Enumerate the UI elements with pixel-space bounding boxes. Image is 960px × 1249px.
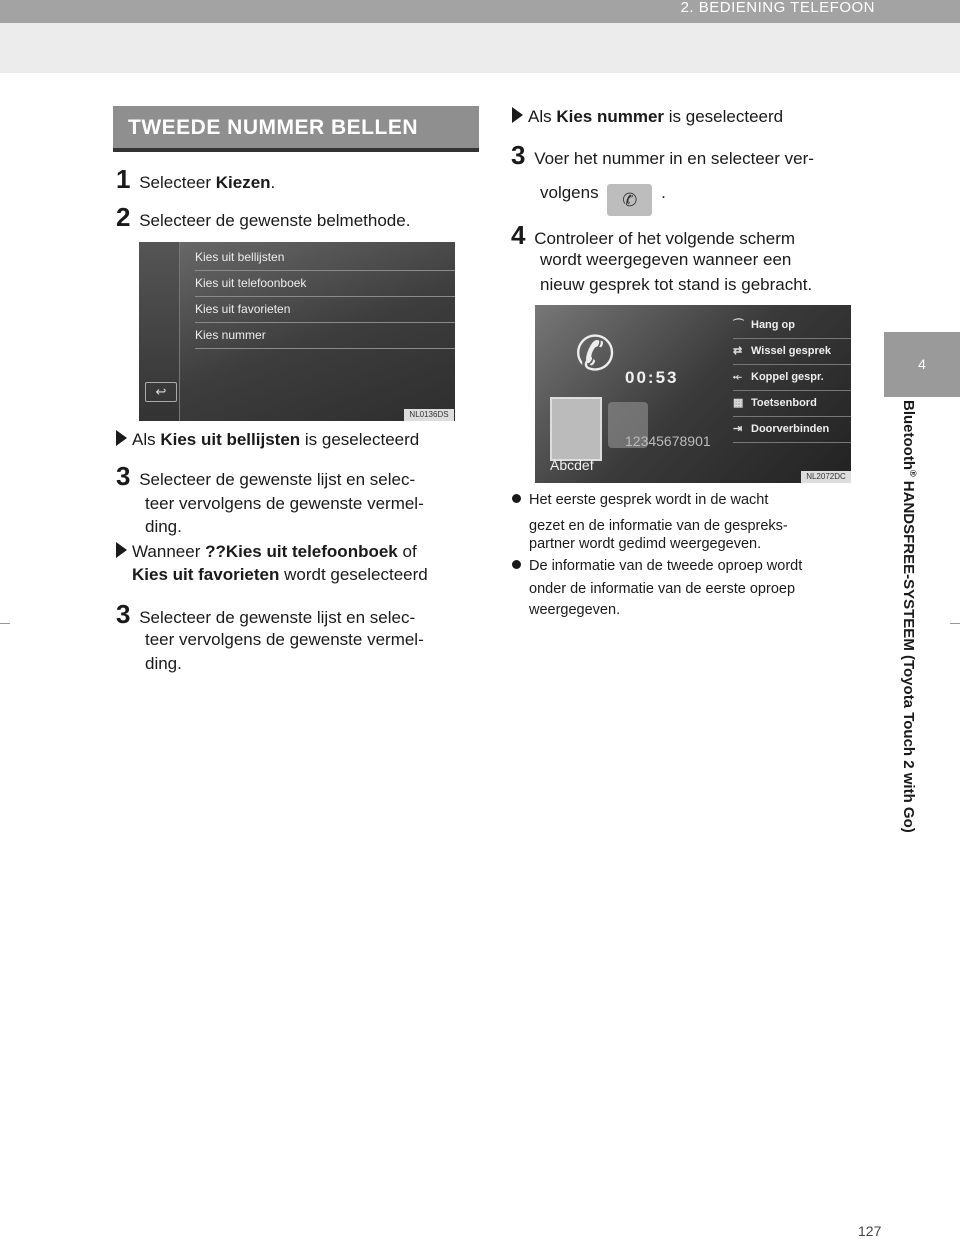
cond-text: Als [132,430,161,449]
section-rule [113,148,479,152]
chapter-side-title [884,400,934,920]
step-text: Selecteer de gewenste lijst en selec- [139,470,416,489]
keypad-item [733,390,851,417]
step-text: ding. [145,517,182,536]
step-text: Selecteer de gewenste belmethode. [139,211,411,230]
side-title-pre: Bluetooth [900,400,917,470]
transfer-icon: ⇥ [733,423,743,435]
menu-item: Kies uit bellijsten [195,244,455,271]
step-text-end: . [270,173,276,192]
chapter-title: 2. BEDIENING TELEFOON [680,0,875,16]
phone-icon: ✆ [607,184,652,216]
step-text: Controleer of het volgende scherm [534,229,796,248]
step-text: teer vervolgens de gewenste vermel- [145,630,424,649]
step-4 [511,220,796,251]
header-band [0,23,960,73]
condition-1 [116,428,419,452]
bullet-text: Het eerste gesprek wordt in de wacht [529,492,769,508]
condition-2-line2 [132,563,428,587]
handset-icon: ✆ [575,328,616,381]
triangle-bullet-icon [116,542,127,558]
item-label: Koppel gespr. [751,371,824,383]
step-2 [116,202,411,233]
step-text-end: . [661,183,666,202]
cond-bold: Kies nummer [556,107,665,126]
merge-icon: ⤝ [733,371,742,383]
cond-text-end: is geselecteerd [300,430,420,449]
crop-mark-left [0,623,10,624]
figure-code: NL2072DC [801,471,851,483]
transfer-item [733,416,851,443]
cond-text: Wanneer [132,542,206,561]
cond-text-mid: of [397,542,417,561]
item-label: Doorverbinden [751,423,830,435]
cond-bold: ??Kies uit telefoonboek [205,542,398,561]
step-number: 3 [511,140,526,170]
bullet-text: gezet en de informatie van de gespreks- [529,518,788,534]
menu-item: Kies uit telefoonboek [195,270,455,297]
bullet-dot-icon [512,560,521,569]
step-number: 1 [116,164,131,194]
step-number: 4 [511,220,526,250]
avatar [550,397,602,461]
caller-name: Abcdef [550,457,594,473]
step-3b [116,599,416,630]
call-timer: 00:53 [625,368,679,387]
bullet-2 [512,557,802,575]
menu-item: Kies nummer [195,322,455,349]
triangle-bullet-icon [116,430,127,446]
keypad-icon: ▦ [733,397,744,409]
figure-code: NL0136DS [404,409,454,421]
condition-right [512,105,783,129]
step-text: Voer het nummer in en selecteer ver- [534,149,814,168]
item-label: Hang op [751,319,795,331]
step-number: 2 [116,202,131,232]
chapter-number-tab: 4 [884,332,960,397]
swap-call-item [733,338,851,365]
bullet-text: onder de informatie van de eerste oproep [529,581,796,597]
step-text: Selecteer de gewenste lijst en selec- [139,608,416,627]
hang-up-icon: ⌒ [733,319,744,331]
cond-text-end: wordt geselecteerd [279,565,428,584]
bullet-dot-icon [512,494,521,503]
step-3a [116,461,464,492]
cond-text-end: is geselecteerd [664,107,784,126]
page-number: 127 [858,1223,882,1239]
swap-icon: ⇄ [733,345,743,357]
step-text: volgens [540,183,599,202]
step-3-right-line2 [540,181,666,216]
cond-bold: Kies uit bellijsten [160,430,301,449]
step-1 [116,164,276,195]
step-3-right [511,140,814,171]
section-title: TWEEDE NUMMER BELLEN [113,106,479,148]
side-title-post: HANDSFREE-SYSTEEM (Toyota Touch 2 with Go) [900,476,917,833]
item-label: Wissel gesprek [751,345,831,357]
triangle-bullet-icon [512,107,523,123]
caller-number: 12345678901 [625,433,711,449]
hang-up-item [733,312,851,339]
cond-text: Als [528,107,557,126]
step-text: nieuw gesprek tot stand is gebracht. [540,275,813,294]
crop-mark-right [950,623,960,624]
menu-item: Kies uit favorieten [195,296,455,323]
second-call-screenshot [535,305,851,483]
bullet-1 [512,491,768,509]
step-text: teer vervolgens de gewenste vermel- [145,494,424,513]
step-text: ding. [145,654,182,673]
merge-call-item [733,364,851,391]
step-text: wordt weergegeven wanneer een [540,250,792,269]
bullet-text: De informatie van de tweede oproep wordt [529,558,803,574]
step-number: 3 [116,461,131,491]
bullet-text: partner wordt gedimd weergegeven. [529,536,762,552]
step-text: Selecteer [139,173,216,192]
bullet-text: weergegeven. [529,602,621,618]
back-arrow-icon: ↩ [145,382,177,402]
condition-2 [116,540,417,564]
step-bold: Kiezen [215,173,271,192]
side-title-sup: ® [908,469,918,477]
step-number: 3 [116,599,131,629]
dial-method-screenshot [139,242,455,421]
item-label: Toetsenbord [751,397,817,409]
cond-bold: Kies uit favorieten [132,565,280,584]
